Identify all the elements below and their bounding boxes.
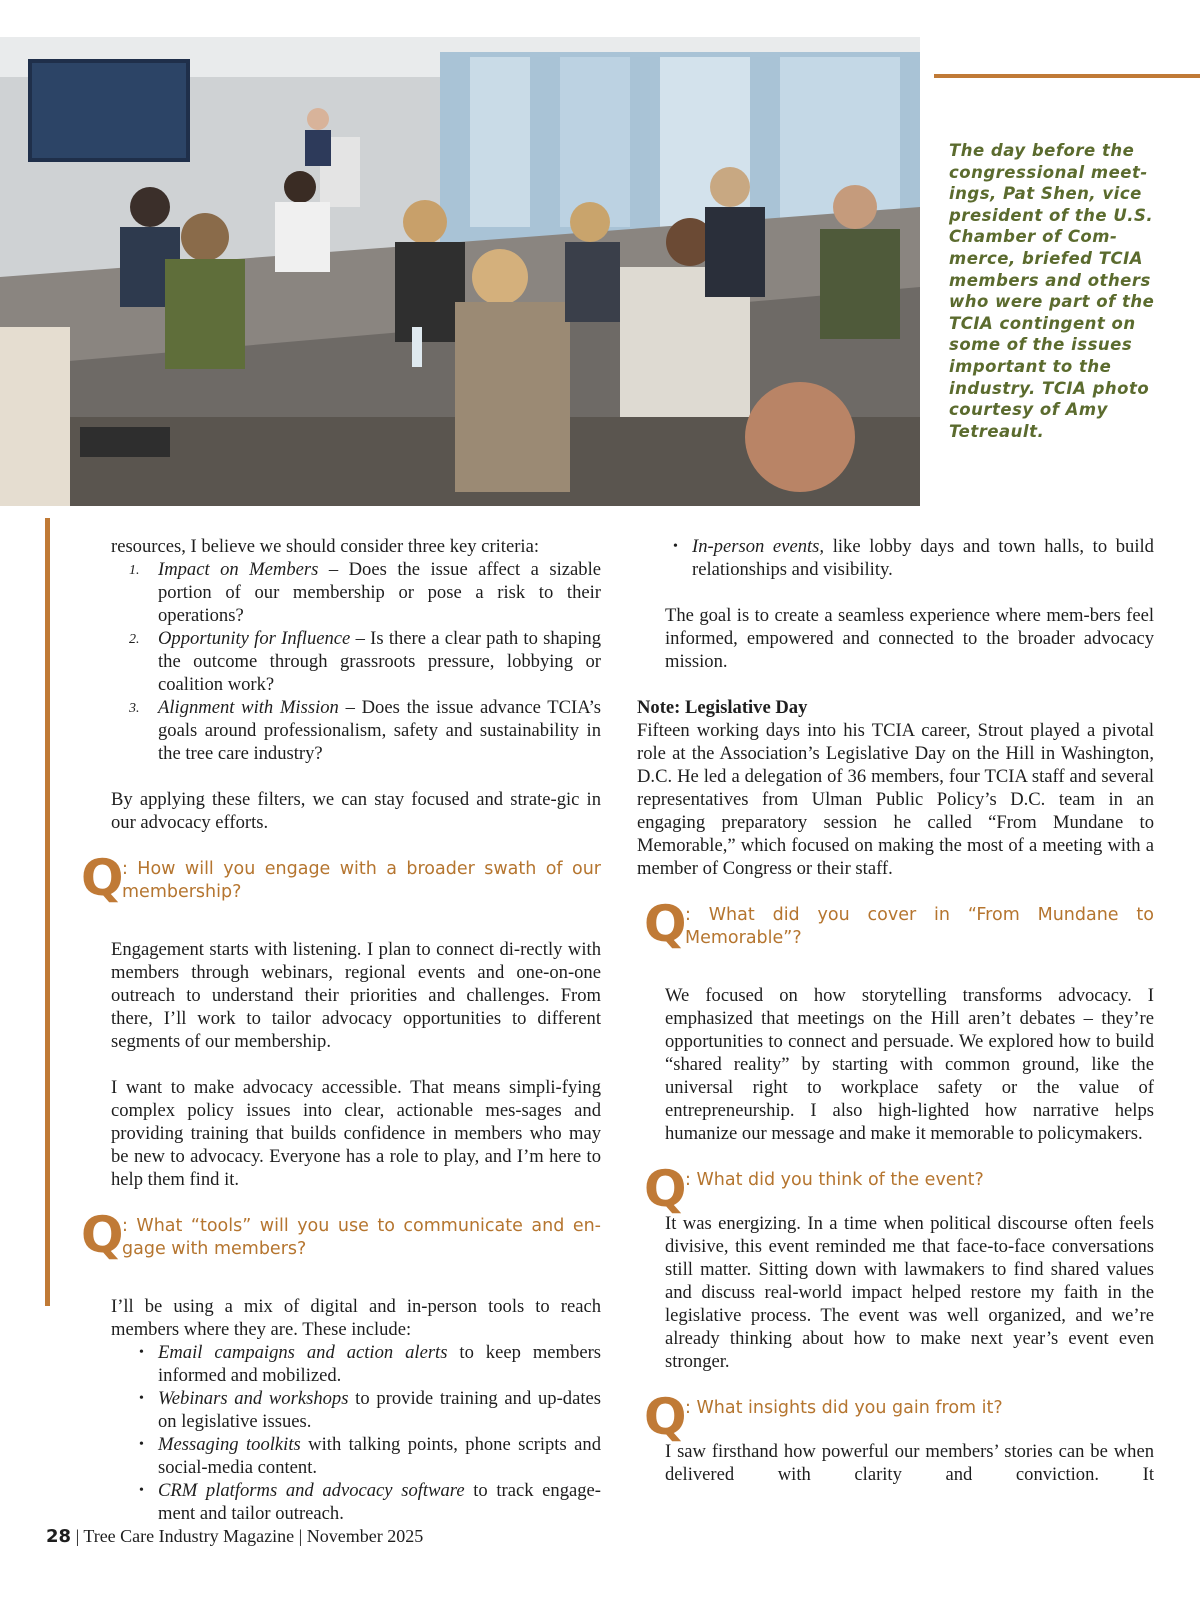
list-item: • Webinars and workshops to provide training and up-dates on legislative issues. xyxy=(139,1387,601,1433)
answer-paragraph: Engagement starts with listening. I plan to connect di-rectly with members through webinars, regional events and one-on-one outreach to understand their priorities and challenges. From there, I’ll work to tailor advocacy opportunities to different segments of our membership. xyxy=(111,939,601,1052)
note-heading: Note: Legislative Day xyxy=(637,697,808,718)
filters-paragraph: By applying these filters, we can stay focused and strate-gic in our advocacy efforts. xyxy=(111,789,601,833)
page-footer xyxy=(46,1525,423,1548)
list-item: • Email campaigns and action alerts to keep members informed and mobilized. xyxy=(139,1341,601,1387)
answer-paragraph: I saw firsthand how powerful our members’ stories can be when delivered with clarity and conviction. It xyxy=(665,1441,1154,1485)
list-item: • In-person events, like lobby days and town halls, to build relationships and visibility. xyxy=(673,535,1154,581)
criteria-intro: resources, I believe we should consider three key criteria: xyxy=(111,536,539,557)
answer-paragraph: It was energizing. In a time when political discourse often feels divisive, this event reminded me that face-to-face conversations still matter. Sitting down with lawmakers to find shared values and discuss real-world impact helped restore my faith in the legislative process. The event was well organized, and we’re already thinking about how to make next year’s event even stronger. xyxy=(665,1213,1154,1372)
meeting-photo-illustration xyxy=(0,37,920,506)
left-accent-bar xyxy=(45,518,50,1306)
tools-list-continued xyxy=(673,535,1154,581)
q-initial: Q xyxy=(644,895,687,953)
page-number: 28 xyxy=(46,1526,72,1547)
note-paragraph: Fifteen working days into his TCIA career, Strout played a pivotal role at the Association’s Legislative Day on the Hill in Washington, D.C. He led a delegation of 36 members, four TCIA staff and several representatives from Ulman Public Policy’s D.C. team in an engaging preparatory session he called “From Mundane to Memorable,” which focused on making the most of a meeting with a member of Congress or their staff. xyxy=(637,720,1154,879)
question-heading: Q : What did you cover in “From Mundane to Memorable”? xyxy=(644,895,1154,953)
photo-caption: The day before the congressional meet-ings, Pat Shen, vice president of the U.S. Chamber of Com-merce, briefed TCIA members and others who were part of the TCIA contingent on some of the issues important to the industry. TCIA photo courtesy of Amy Tetreault. xyxy=(949,141,1155,441)
list-item: • CRM platforms and advocacy software to track engage-ment and tailor outreach. xyxy=(139,1479,601,1525)
list-item: 3. Alignment with Mission – Does the issue advance TCIA’s goals around professionalism, safety and sustainability in the tree care industry? xyxy=(129,697,602,764)
list-item: 2. Opportunity for Influence – Is there a clear path to shaping the outcome through grassroots pressure, lobbying or coalition work? xyxy=(129,628,601,695)
list-item: • Messaging toolkits with talking points, phone scripts and social-media content. xyxy=(139,1433,601,1479)
q-initial: Q xyxy=(81,1206,124,1264)
tools-list xyxy=(139,1341,601,1525)
goal-paragraph: The goal is to create a seamless experience where mem-bers feel informed, empowered and connected to the broader advocacy mission. xyxy=(665,605,1154,672)
q-initial: Q xyxy=(644,1160,687,1218)
meeting-photo xyxy=(0,37,920,506)
right-column xyxy=(637,535,1154,1486)
list-item: 1. Impact on Members – Does the issue affect a sizable portion of our membership or pose a risk to their operations? xyxy=(129,559,601,626)
answer-paragraph: I want to make advocacy accessible. That means simpli-fying complex policy issues into clear, actionable mes-sages and providing training that builds confidence in members who may be new to advocacy. Everyone has a role to play, and I’m here to help them find it. xyxy=(111,1077,601,1190)
criteria-list xyxy=(129,558,601,765)
question-heading: Q : What did you think of the event? xyxy=(644,1160,984,1218)
answer-paragraph: We focused on how storytelling transforms advocacy. I emphasized that meetings on the Hill aren’t debates – they’re opportunities to connect and persuade. We explored how to build “shared reality” by starting with common ground, like the universal right to workplace safety or the value of entrepreneurship. I also high-lighted how narrative helps humanize our message and make it memorable to policymakers. xyxy=(665,985,1154,1144)
question-heading: Q : What insights did you gain from it? xyxy=(644,1388,1003,1446)
answer-paragraph: I’ll be using a mix of digital and in-person tools to reach members where they are. These include: xyxy=(111,1296,601,1340)
left-column xyxy=(81,535,602,1525)
question-heading: Q : What “tools” will you use to communicate and en-gage with members? xyxy=(81,1206,601,1264)
question-heading: Q : How will you engage with a broader swath of our membership? xyxy=(81,849,601,907)
q-initial: Q xyxy=(644,1388,687,1446)
q-initial: Q xyxy=(81,849,124,907)
footer-text: | Tree Care Industry Magazine | November 2025 xyxy=(71,1526,424,1546)
caption-rule xyxy=(934,74,1200,78)
